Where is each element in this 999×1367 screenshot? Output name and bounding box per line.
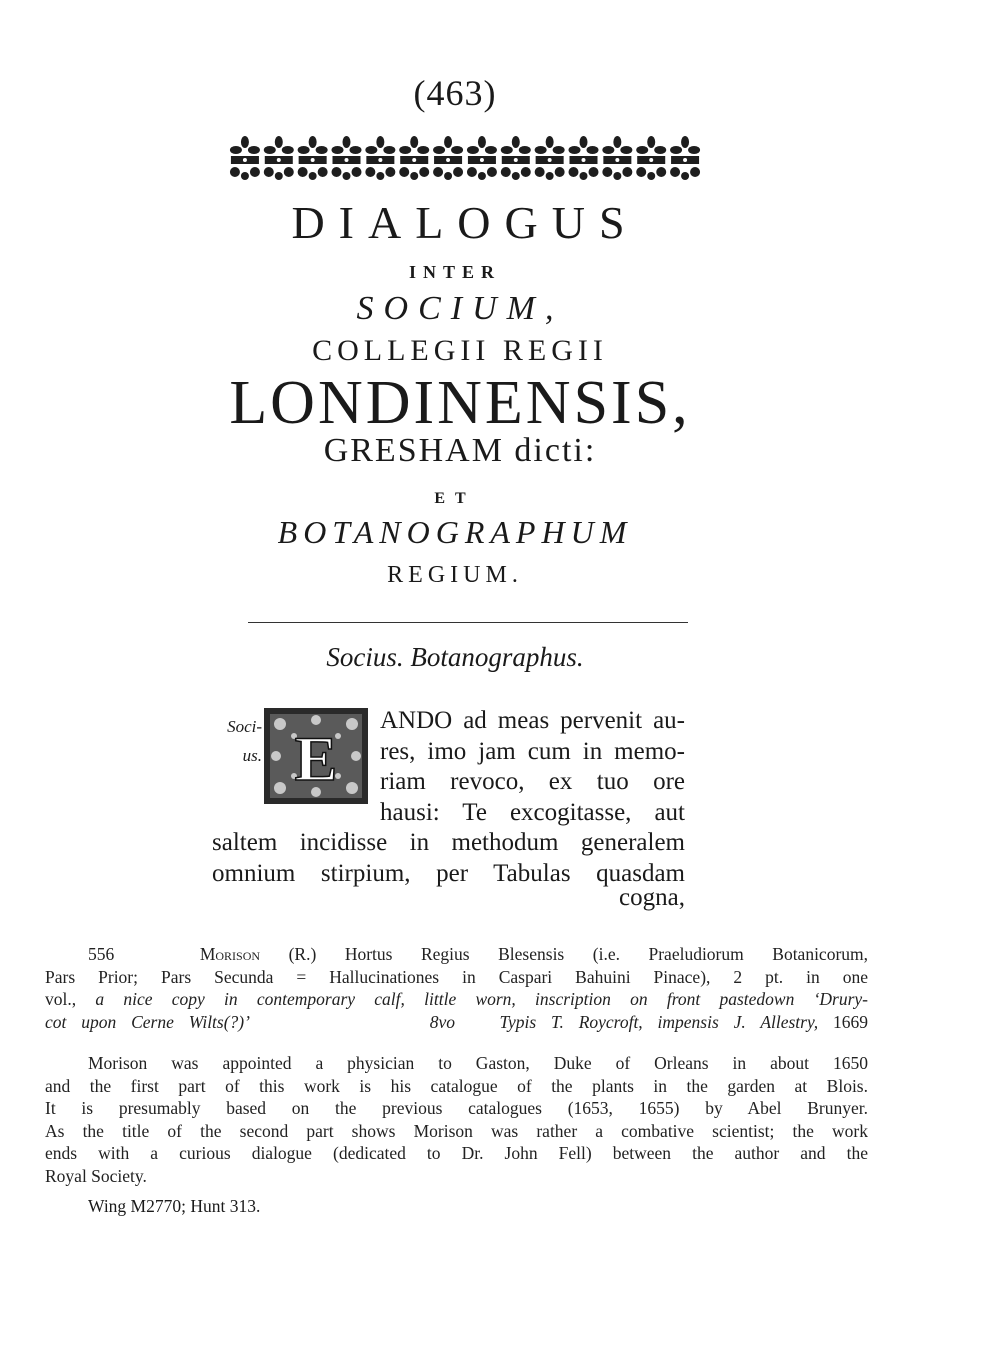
description-line: Royal Society. <box>45 1165 147 1186</box>
title-collegii-regii: COLLEGII REGII <box>312 334 608 367</box>
title-regium: REGIUM. <box>387 562 523 588</box>
entry-line: Pars Prior; Pars Secunda = Hallucinationes in Caspari Bahuini Pinace), 2 pt. in one <box>45 966 868 987</box>
dialogue-line: riam revoco, ex tuo ore <box>380 768 685 795</box>
ornament-flower <box>535 136 565 180</box>
ornament-flower <box>636 136 666 180</box>
entry-imprint: Typis T. Roycroft, impensis J. Allestry, <box>499 1011 819 1032</box>
ornament-flower <box>399 136 429 180</box>
page-number: (463) <box>413 73 497 113</box>
ornament-flower <box>569 136 599 180</box>
lot-number: 556 <box>88 944 115 964</box>
description-line: As the title of the second part shows Morison was rather a combative scientist; the work <box>45 1120 868 1141</box>
ornament-flower <box>602 136 632 180</box>
entry-format: 8vo <box>429 1011 455 1032</box>
horizontal-rule <box>248 622 688 623</box>
margin-note-line: Soci- <box>227 717 262 736</box>
dialogue-continuation <box>212 828 685 889</box>
catchword: cogna, <box>619 884 685 911</box>
decorated-initial <box>262 706 370 806</box>
dialogue-opening <box>380 706 685 828</box>
dialogue-line: hausi: Te excogitasse, aut <box>380 798 685 826</box>
title-inter: INTER <box>408 262 501 282</box>
margin-note <box>212 712 262 770</box>
description-line: and the first part of this work is his catalogue of the plants in the garden at Blois. <box>45 1075 868 1096</box>
entry-year: 1669 <box>833 1011 869 1032</box>
dialogue-line: saltem incidisse in methodum generalem <box>212 829 685 856</box>
speaker-headings: Socius. Botanographus. <box>326 642 584 672</box>
ornament-flower <box>501 136 531 180</box>
title-botanographum: BOTANOGRAPHUM <box>277 514 633 550</box>
printers-ornament-band <box>228 132 702 184</box>
margin-note-line: us. <box>242 746 262 765</box>
title-dialogus: DIALOGUS <box>291 197 639 248</box>
description-line: ends with a curious dialogue (dedicated to Dr. John Fell) between the author and the <box>45 1143 868 1163</box>
entry-volume: vol., <box>45 989 77 1009</box>
ornament-flower <box>433 136 463 180</box>
dialogue-line: res, imo jam cum in memo- <box>380 737 685 765</box>
title-socium: SOCIUM, <box>356 290 564 327</box>
ornament-flower <box>298 136 328 180</box>
dialogue-line: omnium stirpium, per Tabulas quasdam <box>212 859 685 887</box>
ornament-flower <box>264 136 294 180</box>
title-et: ET <box>434 490 476 507</box>
ornament-flower <box>670 136 700 180</box>
entry-inscription: cot upon Cerne Wilts(?)’ <box>45 1011 250 1032</box>
ornament-flower <box>467 136 497 180</box>
author-name: Morison <box>199 944 261 964</box>
entry-title: Hortus Regius Blesensis (i.e. Praeludiorum Botanicorum, <box>344 944 869 964</box>
author-initial: (R.) <box>288 944 317 964</box>
ornament-flower <box>332 136 362 180</box>
catalogue-description <box>45 1052 868 1187</box>
title-londinensis: LONDINENSIS, <box>229 369 691 437</box>
dialogue-line: ANDO ad meas pervenit au- <box>380 707 685 734</box>
ornament-flower <box>230 136 260 180</box>
title-gresham-dicti: GRESHAM dicti: <box>323 432 597 469</box>
drop-cap-letter: E <box>294 723 338 794</box>
catalogue-references: Wing M2770; Hunt 313. <box>88 1196 261 1216</box>
description-line: Morison was appointed a physician to Gaston, Duke of Orleans in about 1650 <box>88 1053 868 1073</box>
ornament-flower <box>365 136 395 180</box>
catalogue-entry <box>45 943 868 1033</box>
entry-condition: a nice copy in contemporary calf, little worn, inscription on front pastedown ‘Drury- <box>95 989 868 1009</box>
description-line: It is presumably based on the previous catalogues (1653, 1655) by Abel Brunyer. <box>45 1098 868 1118</box>
